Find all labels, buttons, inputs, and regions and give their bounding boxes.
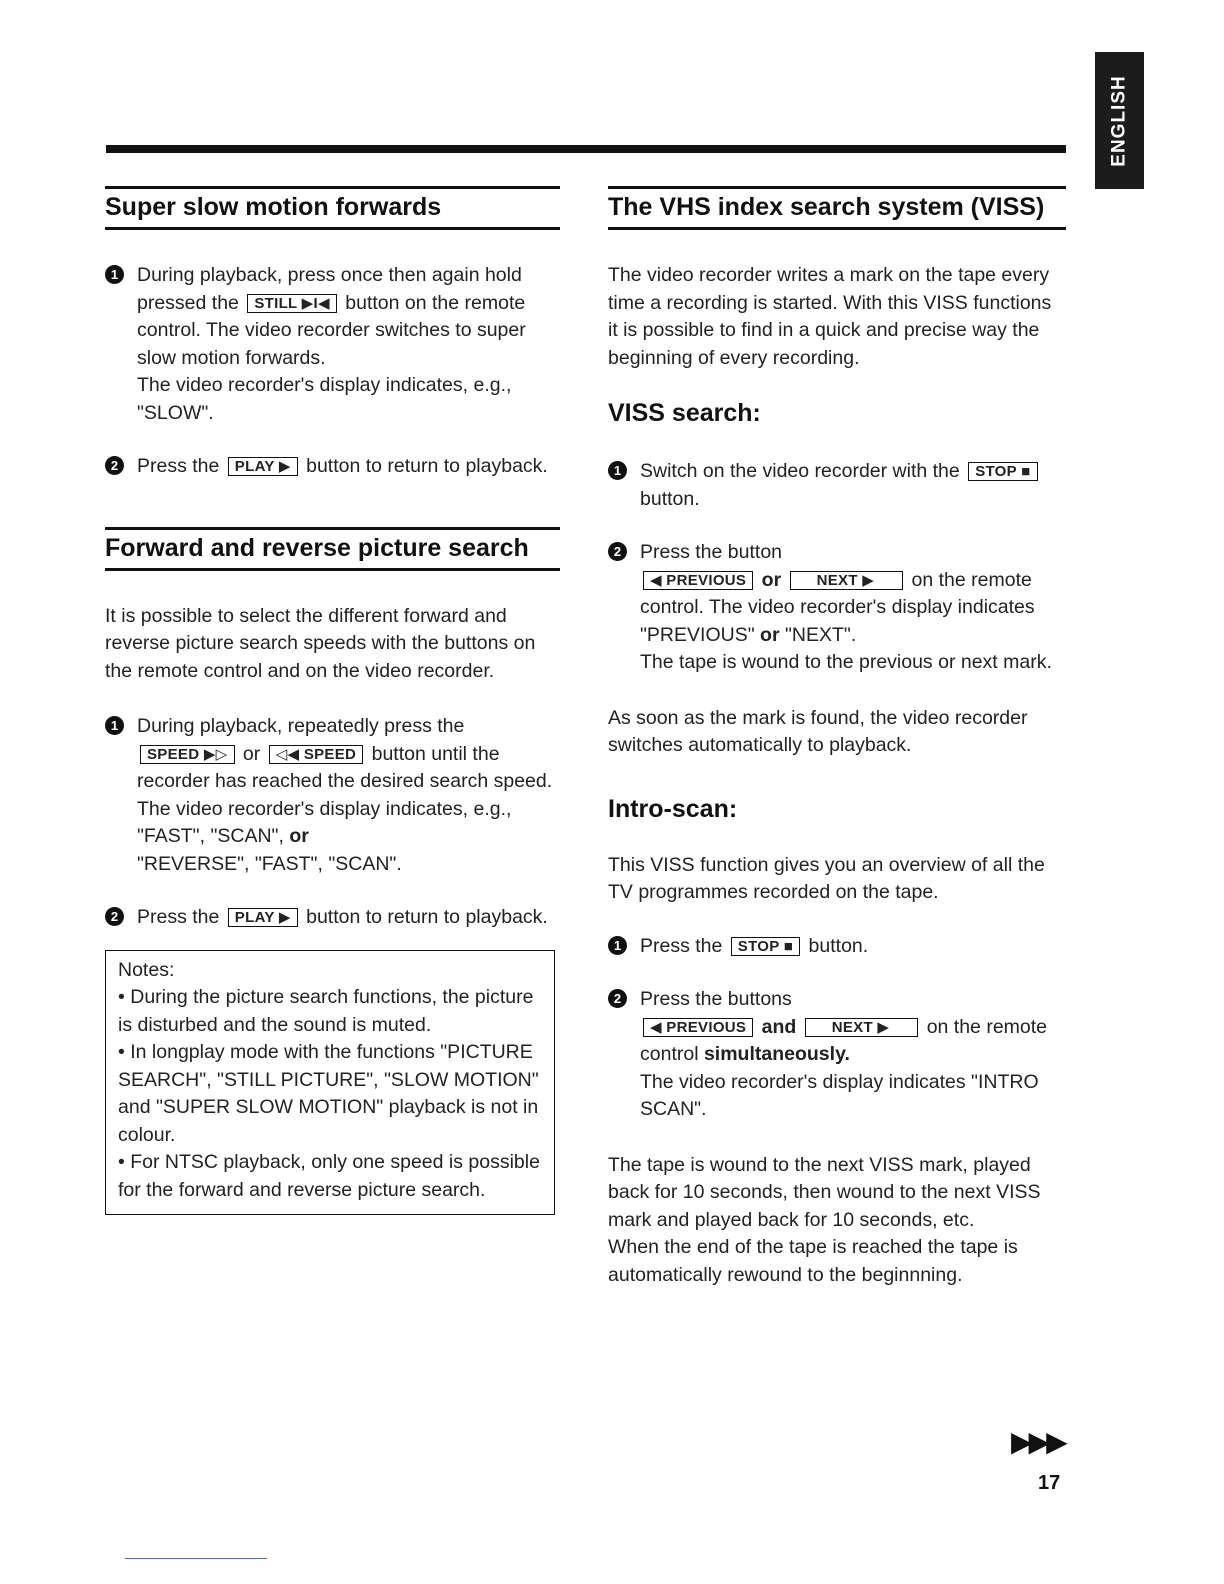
continue-arrows-icon: ▶▶▶ (1011, 1426, 1064, 1457)
note-item: • In longplay mode with the functions "PICTURE SEARCH", "STILL PICTURE", "SLOW MOTION" and "SUPER SLOW MOTION" playback is not in colour. (118, 1041, 539, 1146)
viss-search-after: As soon as the mark is found, the video recorder switches automatically to playback. (608, 706, 1028, 756)
stop-key-icon: STOP ■ (731, 937, 800, 956)
step-number-2: 2 (608, 542, 627, 561)
next-key-icon: NEXT ▶ (790, 571, 904, 590)
play-key-icon: PLAY ▶ (228, 457, 298, 476)
picture-search-step-2: 2 Press the PLAY ▶ button to return to playback. (105, 904, 560, 932)
play-key-icon: PLAY ▶ (228, 908, 298, 927)
step-number-1: 1 (608, 936, 627, 955)
picture-search-heading: Forward and reverse picture search (105, 527, 560, 571)
viss-search-step-1: 1 Switch on the video recorder with the STOP ■ button. (608, 458, 1066, 513)
note-item: • During the picture search functions, the picture is disturbed and the sound is muted. (118, 986, 534, 1036)
notes-heading: Notes: (118, 958, 175, 981)
step-number-1: 1 (105, 716, 124, 735)
intro-scan-step-2: 2 Press the buttons ◀ PREVIOUS and NEXT ▶ on the remote control simultaneously. The video recorder's display indicates "INTRO SCAN". (608, 986, 1066, 1124)
language-tab (1095, 52, 1144, 189)
left-column (105, 186, 560, 1215)
slow-motion-step-1: 1 During playback, press once then again hold pressed the STILL ▶I◀ button on the remote control. The video recorder switches to super slow motion forwards. The video recorder's display indicates, e.g., "SLOW". (105, 262, 560, 427)
picture-search-intro: It is possible to select the different forward and reverse picture search speeds with the buttons on the remote control and on the video recorder. (105, 604, 536, 682)
intro-scan-intro: This VISS function gives you an overview of all the TV programmes recorded on the tape. (608, 853, 1045, 903)
speed-forward-key-icon: SPEED ▶▷ (140, 745, 235, 764)
viss-intro: The video recorder writes a mark on the tape every time a recording is started. With this VISS functions it is possible to find in a quick and precise way the beginning of every recording. (608, 264, 1052, 369)
stop-key-icon: STOP ■ (968, 462, 1037, 481)
viss-search-heading: VISS search: (608, 399, 761, 427)
intro-scan-step-1: 1 Press the STOP ■ button. (608, 933, 1066, 961)
intro-scan-heading: Intro-scan: (608, 794, 738, 823)
intro-scan-after-1: The tape is wound to the next VISS mark, played back for 10 seconds, then wound to the next VISS mark and played back for 10 seconds, etc. (608, 1153, 1041, 1231)
next-key-icon: NEXT ▶ (805, 1018, 919, 1037)
previous-key-icon: ◀ PREVIOUS (643, 571, 753, 590)
page-number: 17 (1038, 1472, 1061, 1494)
step-number-2: 2 (105, 907, 124, 926)
step-number-2: 2 (608, 989, 627, 1008)
viss-heading: The VHS index search system (VISS) (608, 186, 1066, 230)
step-number-1: 1 (608, 461, 627, 480)
step-number-2: 2 (105, 456, 124, 475)
slow-motion-heading: Super slow motion forwards (105, 186, 560, 230)
picture-search-step-1: 1 During playback, repeatedly press the SPEED ▶▷ or ◁◀ SPEED button until the recorder has reached the desired search speed. The video recorder's display indicates, e.g., "FAST", "SCAN", or "REVERSE", "FAST", "SCAN". (105, 713, 560, 878)
note-item: • For NTSC playback, only one speed is possible for the forward and reverse picture search. (118, 1151, 540, 1201)
footer-line (125, 1558, 267, 1559)
previous-key-icon: ◀ PREVIOUS (643, 1018, 753, 1037)
speed-reverse-key-icon: ◁◀ SPEED (269, 745, 364, 764)
slow-motion-step-2: 2 Press the PLAY ▶ button to return to playback. (105, 453, 560, 481)
intro-scan-after-2: When the end of the tape is reached the tape is automatically rewound to the beginnning. (608, 1236, 1018, 1286)
right-column (608, 186, 1066, 1289)
language-tab-label: ENGLISH (1108, 74, 1130, 167)
still-key-icon: STILL ▶I◀ (247, 294, 337, 313)
notes-box (105, 950, 555, 1216)
step-number-1: 1 (105, 265, 124, 284)
viss-search-step-2: 2 Press the button ◀ PREVIOUS or NEXT ▶ on the remote control. The video recorder's display indicates "PREVIOUS" or "NEXT". The tape is wound to the previous or next mark. (608, 539, 1066, 677)
top-rule (106, 145, 1066, 153)
